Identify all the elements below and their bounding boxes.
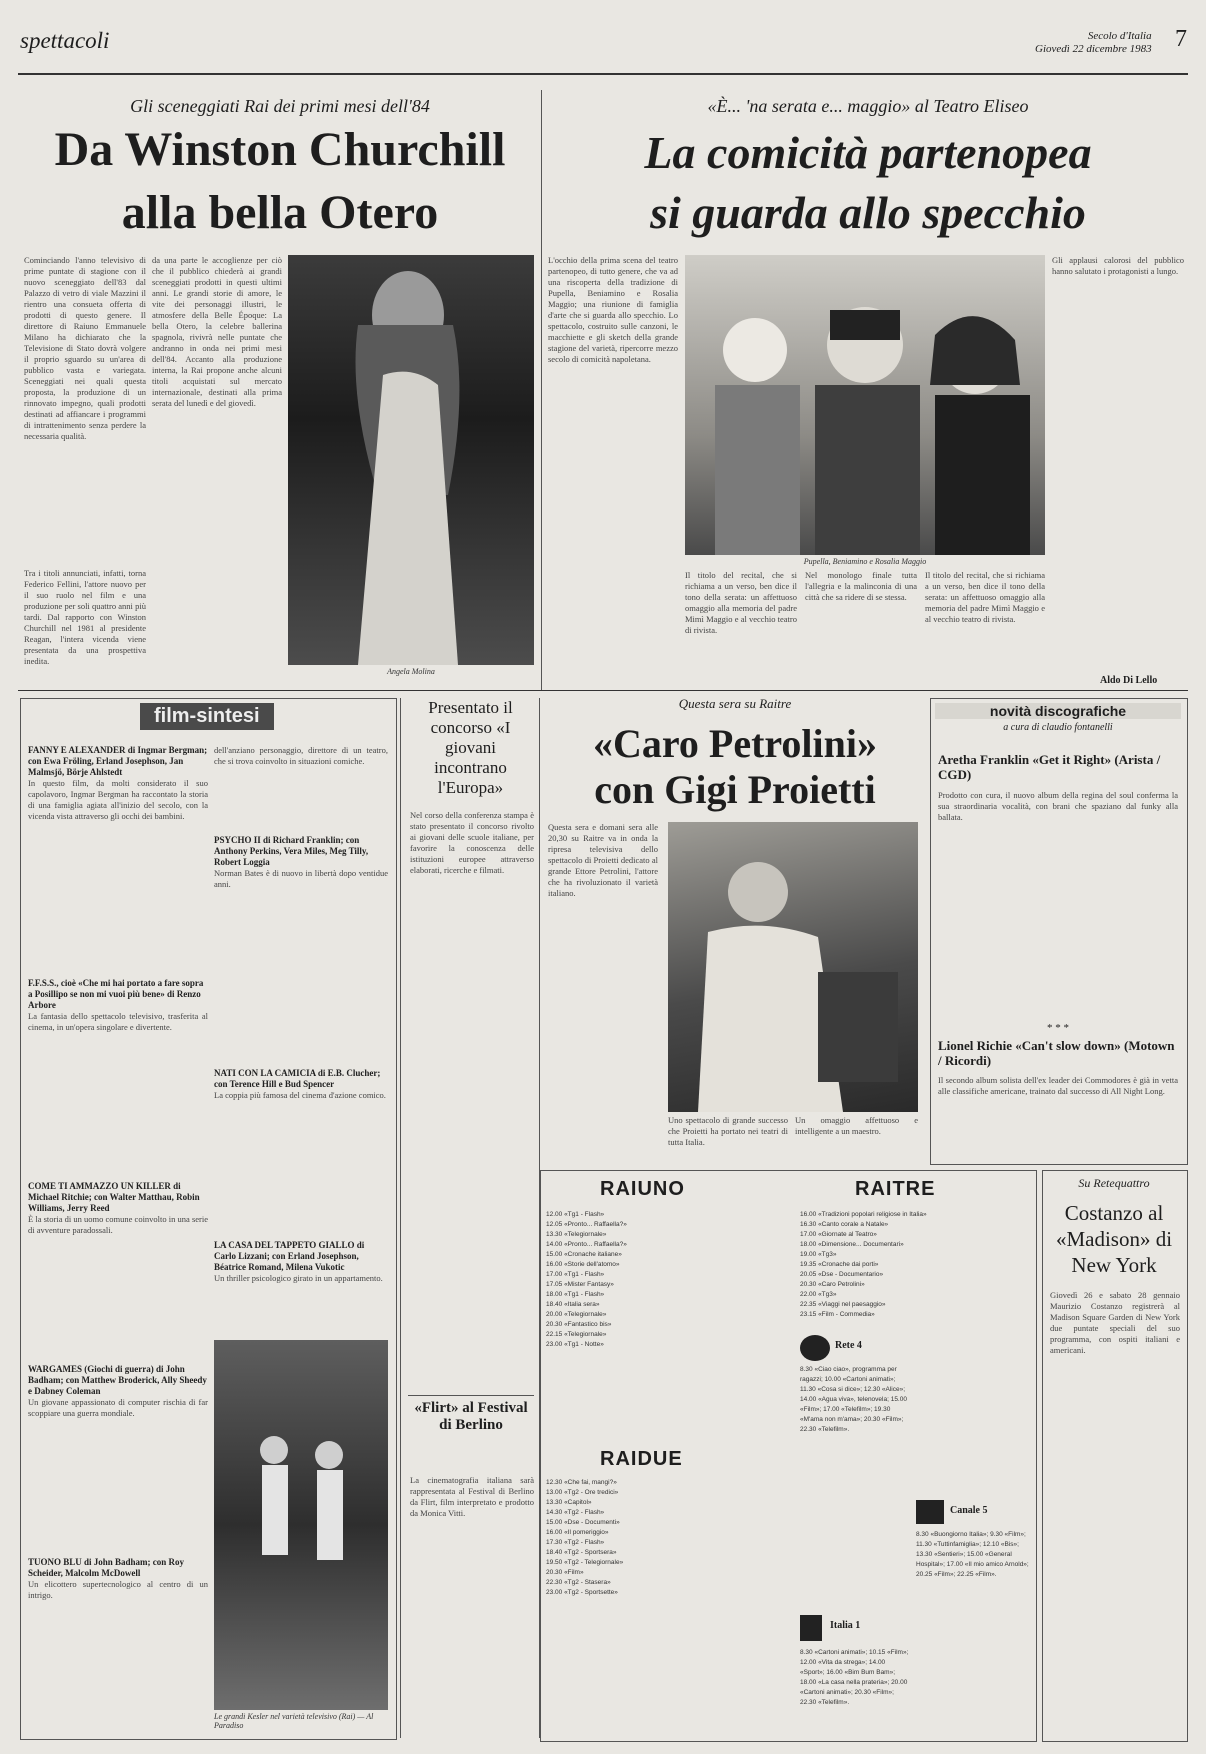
page-number: 7 (1175, 26, 1187, 52)
dischi-subtitle: a cura di claudio fontanelli (1003, 722, 1113, 733)
article1-body-col2: da una parte le accoglienze per ciò che il pubblico chiederà ai grandi sceneggiati prodotti in questi ultimi anni. Le grandi storie di amore, le vite dei personaggi illustri, le atmosfere della Belle Époque: La bella Otero, la celebre ballerina spagnola, rivivrà nelle puntate che andranno in onda nei primi mesi dell'84. Accanto alla produzione interna, la Rai propone anche alcuni titoli acquistati sul mercato internazionale, destinati alla prima serata del lunedì e del giovedì. (152, 255, 282, 408)
article1-kicker: Gli sceneggiati Rai dei primi mesi dell'84 (130, 96, 430, 116)
film-entry-title: F.F.S.S., cioè «Che mi hai portato a fare sopra a Posillipo se non mi vuoi più bene» di Renzo Arbore (28, 978, 204, 1010)
rete4-label: Rete 4 (835, 1340, 862, 1351)
article1-body-col1: Cominciando l'anno televisivo di prime puntate di stagione con il nuovo sceneggiato dell'83 dal Palazzo di vetro di viale Mazzini il rientro una consueta offerta di prodotti di questo genere. Il direttore di Raiuno Emmanuele Milano ha dichiarato che la Televisione di Stato dovrà volgere il proprio sguardo su un'area di pubblico vasta e variegata. Sceneggiati nei quali questa proposta, la produzione di un rinnovato impegno, quali prodotti destinati ad affiancare i programmi di intrattenimento senza perdere la necessaria qualità. (24, 255, 146, 441)
paper-name: Secolo d'Italia (1087, 30, 1152, 42)
petrolini-title-line1: «Caro Petrolini» (592, 721, 878, 766)
issue-date: Giovedì 22 dicembre 1983 (1035, 43, 1152, 55)
richie-title: Lionel Richie «Can't slow down» (Motown / Ricordi) (938, 1038, 1175, 1068)
kessler-photo-caption: Le grandi Kesler nel varietà televisivo (Rai) — Al Paradiso (214, 1712, 374, 1730)
article2-photo-caption: Pupella, Beniamino e Rosalia Maggio (803, 557, 927, 566)
section-rule (18, 690, 1188, 691)
program-row: 18.00 «Dimensione... Documentari» (800, 1241, 904, 1248)
photo-proietti (668, 822, 918, 1112)
program-row: 12.00 «Tg1 - Flash» (546, 1211, 605, 1218)
film-entry-text: Un giovane appassionato di computer rischia di far scoppiare una guerra mondiale. (28, 1397, 208, 1418)
article2-kicker: «È... 'na serata e... maggio» al Teatro Eliseo (707, 96, 1029, 116)
portrait-figure (288, 255, 534, 665)
film-entry-text: È la storia di un uomo comune coinvolto in una serie di avventure paradossali. (28, 1214, 208, 1235)
raiuno-logo: RAIUNO (600, 1178, 685, 1200)
column-divider (400, 698, 401, 1738)
article2-body-col3b: Il titolo del recital, che si richiama a un verso, ben dice il tono della serata: un affettuoso omaggio alla memoria del padre Mimì Maggio e al vecchio teatro di rivista. (925, 570, 1045, 624)
film-sintesi-col1 (28, 745, 208, 1639)
program-row: 17.30 «Tg2 - Flash» (546, 1539, 605, 1546)
program-row: 19.35 «Cronache dai porti» (800, 1261, 879, 1268)
program-row: 22.00 «Tg3» (800, 1291, 837, 1298)
program-row: 23.00 «Tg1 - Notte» (546, 1341, 604, 1348)
program-row: 15.00 «Dse - Documenti» (546, 1519, 620, 1526)
program-row: 16.00 «Tradizioni popolari religiose in Italia» (800, 1211, 927, 1218)
article2-body-col3: Nel monologo finale tutta l'allegria e la malinconia di una città che sa ridere di se stessa. (805, 570, 917, 602)
costanzo-text: Giovedì 26 e sabato 28 gennaio Maurizio Costanzo registrerà al Madison Square Garden di New York due puntate speciali del suo programma, con ospiti italiani e americani. (1050, 1290, 1180, 1355)
rete4-schedule: 8.30 «Ciao ciao», programma per ragazzi; 10.00 «Cartoni animati»; 11.30 «Cosa si dice»; 12.30 «Alice»; 14.00 «Agua viva», telenovela; 15.00 «Film»; 17.00 «Telefilm»; 19.30 «M'ama non m'ama»; 20.30 «Film»; 22.30 «Telefilm». (800, 1366, 907, 1433)
raitre-schedule (800, 1210, 1030, 1320)
film-entry-title: COME TI AMMAZZO UN KILLER di Michael Ritchie; con Walter Matthau, Robin Williams, Jerry Reed (28, 1181, 200, 1213)
article2-title-line1: La comicità partenopea (644, 127, 1092, 178)
concorso-text: Nel corso della conferenza stampa è stato presentato il concorso rivolto ai giovani delle scuole italiane, per favorire la conoscenza delle istituzioni europee attraverso elaborati, ricerche e filmati. (410, 810, 534, 875)
program-row: 17.05 «Mister Fantasy» (546, 1281, 614, 1288)
program-row: 16.00 «Storie dell'atomo» (546, 1261, 620, 1268)
film-entry-title: FANNY E ALEXANDER di Ingmar Bergman; con Ewa Fröling, Erland Josephson, Jan Malmsjö, Börje Ahlstedt (28, 745, 208, 777)
column-divider (541, 90, 542, 690)
canale5-label: Canale 5 (950, 1505, 988, 1516)
program-row: 20.30 «Film» (546, 1569, 584, 1576)
program-row: 20.30 «Caro Petrolini» (800, 1281, 865, 1288)
aretha-text: Prodotto con cura, il nuovo album della regina del soul conferma la sua straordinaria vocalità, con brani che spaziano dal funky alla ballata. (938, 790, 1178, 822)
article2-body-col1: L'occhio della prima scena del teatro partenopeo, di tutto genere, che va ad una riscoperta della tradizione di Pupella, Beniamino e Rosalia Maggio; una riunione di famiglia d'arte che si guarda allo specchio. Lo spettacolo, costruito sulle canzoni, le macchiette e gli sketch della grande stagione del varietà, ripercorre mezzo secolo di comicità napoletana. (548, 255, 678, 364)
dischi-separator: * * * (1047, 1022, 1069, 1034)
flirt-title: «Flirt» al Festival di Berlino (414, 1400, 528, 1433)
canale5-schedule: 8.30 «Buongiorno Italia»; 9.30 «Film»; 11.30 «Tuttinfamiglia»; 12.10 «Bis»; 13.30 «Sentieri»; 15.00 «General Hospital»; 17.00 «Il mio amico Arnold»; 20.25 «Film»; 22.25 «Film». (916, 1531, 1029, 1578)
italia1-schedule: 8.30 «Cartoni animati»; 10.15 «Film»; 12.00 «Vita da strega»; 14.00 «Sport»; 16.00 «Bim Bum Bam»; 18.00 «La casa nella prateria»; 20.00 «Cartoni animati»; 20.30 «Film»; 22.30 «Telefilm». (800, 1649, 909, 1706)
program-row: 15.00 «Cronache italiane» (546, 1251, 622, 1258)
photo-angela-molina (288, 255, 534, 665)
program-row: 20.00 «Telegiornale» (546, 1311, 607, 1318)
film-entry-title: WARGAMES (Giochi di guerra) di John Badham; con Matthew Broderick, Ally Sheedy e Dabney Coleman (28, 1364, 207, 1396)
program-row: 22.15 «Telegiornale» (546, 1331, 607, 1338)
film-entry-title: TUONO BLU di John Badham; con Roy Scheider, Malcolm McDowell (28, 1557, 185, 1578)
article2-body-col2: Il titolo del recital, che si richiama a un verso, ben dice il tono della serata: un affettuoso omaggio alla memoria del padre Mimì Maggio e al vecchio teatro di rivista. (685, 570, 797, 635)
film-sintesi-title: film-sintesi (140, 703, 274, 730)
costanzo-title: Costanzo al «Madison» di New York (1055, 1201, 1173, 1277)
petrolini-kicker: Questa sera su Raitre (678, 696, 792, 711)
raidue-logo: RAIDUE (600, 1448, 683, 1470)
program-row: 20.30 «Fantastico bis» (546, 1321, 612, 1328)
film-entry-title: PSYCHO II di Richard Franklin; con Anthony Perkins, Vera Miles, Meg Tilly, Robert Loggia (214, 835, 369, 867)
program-row: 14.00 «Pronto... Raffaella?» (546, 1241, 627, 1248)
group-figure (685, 255, 1045, 555)
film-entry-text: Un elicottero supertecnologico al centro di un intrigo. (28, 1579, 208, 1600)
film-entry-text: dell'anziano personaggio, direttore di un teatro, che si trova coinvolto in situazioni comiche. (214, 745, 388, 766)
publication-info (1035, 30, 1152, 56)
costanzo-kicker: Su Retequattro (1078, 1176, 1150, 1190)
program-row: 18.40 «Italia sera» (546, 1301, 600, 1308)
article2-body-col4: Gli applausi calorosi del pubblico hanno salutato i protagonisti a lungo. (1052, 255, 1184, 276)
aretha-title: Aretha Franklin «Get it Right» (Arista / CGD) (938, 752, 1161, 782)
header-rule (18, 73, 1188, 75)
flirt-text: La cinematografia italiana sarà rappresentata al Festival di Berlino da Flirt, film interpretato e prodotto da Monica Vitti. (410, 1475, 534, 1518)
program-row: 16.30 «Canto corale a Natale» (800, 1221, 889, 1228)
article1-title-line1: Da Winston Churchill (54, 123, 506, 176)
program-row: 20.05 «Dse - Documentario» (800, 1271, 884, 1278)
petrolini-body-col1: Questa sera e domani sera alle 20,30 su Raitre va in onda la ripresa televisiva dello spettacolo di Proietti dedicato al grande Ettore Petrolini, l'attore che ha rivoluzionato il varietà italiano. (548, 822, 658, 898)
dancers-figure (214, 1340, 388, 1710)
program-row: 13.30 «Telegiornale» (546, 1231, 607, 1238)
italia1-logo-icon (800, 1615, 822, 1641)
raidue-schedule (546, 1478, 786, 1598)
article2-title-line2: si guarda allo specchio (650, 187, 1086, 238)
film-entry-text: La fantasia dello spettacolo televisivo, trasferita al cinema, in un'opera singolare e divertente. (28, 1011, 208, 1032)
rete4-logo-icon (800, 1335, 830, 1361)
film-entry-text: La coppia più famosa del cinema d'azione comico. (214, 1090, 386, 1100)
program-row: 12.05 «Pronto... Raffaella?» (546, 1221, 627, 1228)
photo-maggio-family (685, 255, 1045, 555)
program-row: 19.50 «Tg2 - Telegiornale» (546, 1559, 624, 1566)
raitre-logo: RAITRE (855, 1178, 936, 1200)
petrolini-title-line2: con Gigi Proietti (594, 767, 876, 812)
film-entry-title: NATI CON LA CAMICIA di E.B. Clucher; con Terence Hill e Bud Spencer (214, 1068, 381, 1089)
film-entry-title: LA CASA DEL TAPPETO GIALLO di Carlo Lizzani; con Erland Josephson, Béatrice Romand, Milena Vukotic (214, 1240, 365, 1272)
concorso-rule (408, 1395, 534, 1396)
richie-text: Il secondo album solista dell'ex leader dei Commodores è già in vetta alle classifiche americane, trainato dal successo di All Night Long. (938, 1075, 1178, 1096)
article1-photo-caption: Angela Molina (387, 667, 435, 676)
section-label: spettacoli (20, 28, 110, 53)
film-sintesi-col2 (214, 745, 388, 1363)
raiuno-schedule (546, 1210, 776, 1350)
film-entry-text: Norman Bates è di nuovo in libertà dopo ventidue anni. (214, 868, 388, 889)
photo-kessler (214, 1340, 388, 1710)
program-row: 22.35 «Viaggi nel paesaggio» (800, 1301, 886, 1308)
petrolini-body-col3: Un omaggio affettuoso e intelligente a un maestro. (795, 1115, 918, 1136)
program-row: 23.00 «Tg2 - Sportsette» (546, 1589, 618, 1596)
program-row: 19.00 «Tg3» (800, 1251, 837, 1258)
program-row: 16.00 «Il pomeriggio» (546, 1529, 609, 1536)
film-entry-text: Un thriller psicologico girato in un appartamento. (214, 1273, 383, 1283)
program-row: 17.00 «Giornate al Teatro» (800, 1231, 877, 1238)
concorso-title: Presentato il concorso «I giovani incontrano l'Europa» (428, 698, 513, 797)
petrolini-body-col2: Uno spettacolo di grande successo che Proietti ha portato nei teatri di tutta Italia. (668, 1115, 788, 1147)
program-row: 22.30 «Tg2 - Stasera» (546, 1579, 611, 1586)
program-row: 17.00 «Tg1 - Flash» (546, 1271, 605, 1278)
italia1-label: Italia 1 (830, 1620, 861, 1631)
canale5-logo-icon (916, 1500, 944, 1524)
program-row: 13.30 «Capitol» (546, 1499, 592, 1506)
program-row: 12.30 «Che fai, mangi?» (546, 1479, 617, 1486)
article1-title-line2: alla bella Otero (121, 186, 439, 239)
article2-author: Aldo Di Lello (1100, 675, 1158, 686)
program-row: 18.40 «Tg2 - Sportsera» (546, 1549, 617, 1556)
program-row: 23.15 «Film - Commedia» (800, 1311, 875, 1318)
program-row: 18.00 «Tg1 - Flash» (546, 1291, 605, 1298)
film-entry-text: In questo film, da molti considerato il suo capolavoro, Ingmar Bergman ha raccontato la storia di una famiglia agiata all'inizio del secolo, con la vicenda vista attraverso gli occhi dei bambini. (28, 778, 208, 821)
program-row: 13.00 «Tg2 - Ore tredici» (546, 1489, 619, 1496)
dischi-title: novità discografiche (935, 703, 1181, 719)
article1-body-col1b: Tra i titoli annunciati, infatti, torna Federico Fellini, l'attore nuovo per il suo ruolo nel film e una produzione per soli quattro anni più tardi. Dal rapporto con Winston Churchill nel 1981 al presidente Reagan, l'intera vicenda viene presentata da una prospettiva inedita. (24, 568, 146, 666)
actor-figure (668, 822, 918, 1112)
program-row: 14.30 «Tg2 - Flash» (546, 1509, 605, 1516)
